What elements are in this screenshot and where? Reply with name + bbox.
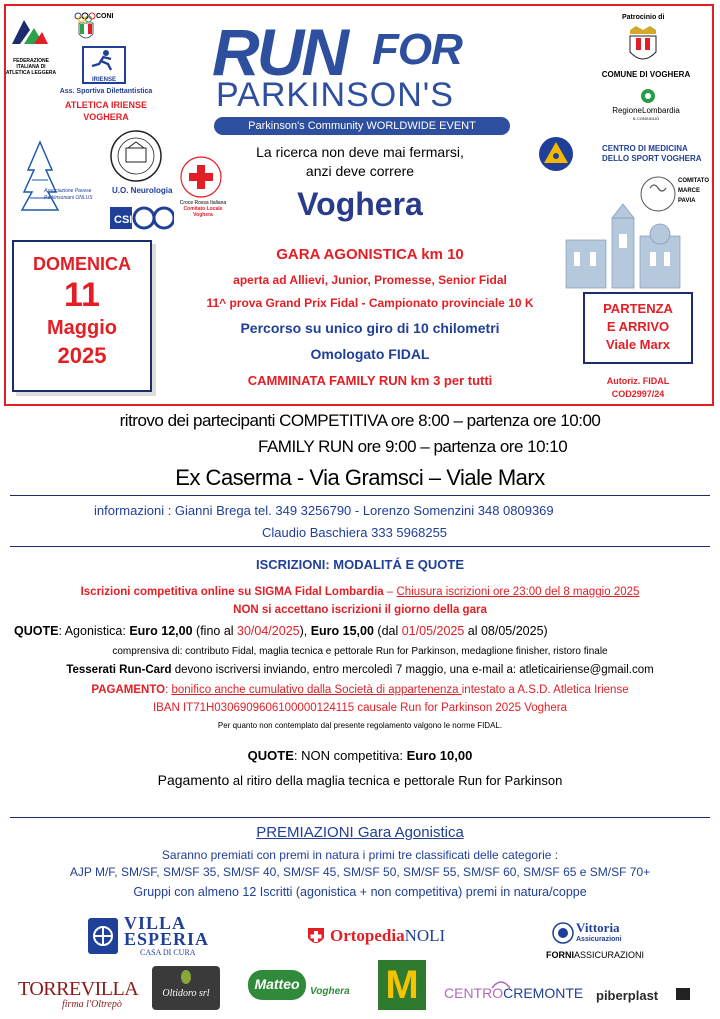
- lombardia-rose-icon: [640, 88, 656, 104]
- piberplast-label: piberplast: [596, 988, 659, 1003]
- mcdonalds-label: M: [385, 963, 419, 1007]
- quote-e: ),: [299, 624, 311, 638]
- premiazioni-title: [0, 824, 720, 841]
- regolamento-line: Per quanto non contemplato dal presente regolamento valgono le norme FIDAL.: [217, 721, 503, 730]
- vittoria-label: Vittoria: [576, 920, 620, 935]
- premiazioni-line-3: Gruppi con almeno 12 Iscritti (agonistica + non competitiva) premi in natura/coppe: [133, 885, 587, 899]
- contacts-line-1: informazioni : Gianni Brega tel. 349 3256790 - Lorenzo Somenzini 348 0809369: [94, 503, 554, 518]
- club-name: ATLETICA IRIENSE: [64, 100, 147, 110]
- iban-line: IBAN IT71H0306909606100000124115 causale Run for Parkinson 2025 Voghera: [152, 702, 568, 714]
- premiazioni-title-b: Gara Agonistica: [353, 824, 464, 841]
- race-line-4: Percorso su unico giro di 10 chilometri: [240, 320, 500, 336]
- quote-date-2: 01/05/2025: [401, 624, 465, 638]
- contacts-line-2: Claudio Baschiera 333 5968255: [262, 525, 448, 540]
- race-line-6: CAMMINATA FAMILY RUN km 3 per tutti: [247, 373, 493, 388]
- villa-esperia-emblem-icon: [86, 916, 120, 956]
- premiazioni-line-1: Saranno premiati con premi in natura i primi tre classificati delle categorie :: [161, 848, 559, 862]
- pagamento-line: [0, 684, 720, 696]
- iriense-logo: [82, 46, 126, 84]
- parkinson-tree-icon: [20, 140, 60, 214]
- pagamento-bonifico: bonifico anche cumulativo dalla Società di appartenenza: [171, 684, 462, 696]
- date-box: [12, 240, 152, 392]
- pagamento-sep: :: [165, 684, 172, 696]
- villa-esperia-2: ESPERIA: [124, 929, 210, 949]
- coni-label: CONI: [96, 13, 114, 20]
- title-for: FOR: [372, 25, 462, 74]
- autoriz-line-1: Autoriz. FIDAL: [606, 376, 670, 386]
- vittoria-sub: Assicurazioni: [576, 936, 622, 943]
- runcard-text: devono iscriversi inviando, entro mercoledì 7 maggio, una e-mail a: atleticairiense@gmail.com: [171, 664, 654, 676]
- race-line-2: aperta ad Allievi, Junior, Promesse, Senior Fidal: [233, 273, 507, 287]
- iscrizioni-title: ISCRIZIONI: MODALITÁ E QUOTE: [256, 557, 464, 572]
- iscrizioni-online-a: Iscrizioni competitiva online su SIGMA Fidal Lombardia: [80, 586, 384, 598]
- runner-icon: [84, 48, 124, 72]
- fidal-logo-icon: [10, 16, 50, 46]
- schedule-line-2: FAMILY RUN ore 9:00 – partenza ore 10:10: [258, 437, 568, 456]
- matteo-voghera: Voghera: [310, 986, 350, 997]
- ortopedia-shield-icon: [306, 926, 326, 948]
- nc-quote-text: : NON competitiva:: [293, 748, 407, 763]
- noli-label: NOLI: [404, 926, 446, 945]
- runcard-line: [0, 664, 720, 676]
- date-day: 11: [64, 276, 100, 314]
- croce-rossa-icon: [180, 156, 222, 198]
- italy-shield-icon: [78, 22, 94, 42]
- tagline-2: anzi deve correre: [305, 163, 415, 179]
- race-line-3: 11^ prova Grand Prix Fidal - Campionato provinciale 10 K: [206, 296, 534, 310]
- nc-quote-label: QUOTE: [247, 748, 294, 763]
- ortopedia-noli: [330, 926, 445, 946]
- partenza-line-2: E ARRIVO: [606, 319, 670, 334]
- fidal-text: FEDERAZIONE ITALIANA DI ATLETICA LEGGERA: [5, 58, 57, 76]
- quote-a: : Agonistica:: [58, 624, 130, 638]
- runcard-label: Tesserati Run-Card: [66, 664, 172, 676]
- pagamento-intestato: intestato a A.S.D. Atletica Iriense: [461, 684, 629, 696]
- quote-date-1: 30/04/2025: [237, 624, 300, 638]
- comprensiva-line: comprensiva di: contributo Fidal, maglia tecnica e pettorale Run for Parkinson, medaglione finisher, ristoro finale: [112, 646, 608, 657]
- partenza-line-3: Viale Marx: [605, 337, 671, 352]
- olive-icon: [178, 968, 194, 986]
- race-line-5: Omologato FIDAL: [310, 346, 430, 362]
- csi-80-logo: [108, 205, 174, 235]
- matteo-badge: [248, 970, 306, 1000]
- olympic-rings-icon: [74, 12, 96, 22]
- quote-label: QUOTE: [14, 624, 59, 638]
- autoriz-line-2: COD2997/24: [611, 389, 665, 399]
- voghera-coat-of-arms-icon: [624, 24, 662, 66]
- club-city: VOGHERA: [83, 112, 129, 122]
- partenza-box: [583, 292, 693, 364]
- csi-80-icon: [108, 205, 174, 235]
- oltidoro-logo: [152, 966, 220, 1010]
- city-title: Voghera: [297, 186, 423, 222]
- non-competitiva-line: [0, 748, 720, 763]
- regione-sub: IL CONSIGLIO: [632, 116, 660, 121]
- quote-g: (dal: [373, 624, 402, 638]
- quote-line: [14, 624, 714, 638]
- oltidoro-label: Oltidoro srl: [162, 988, 210, 999]
- premiazioni-title-a: PREMIAZIONI: [256, 824, 354, 841]
- centro-cremonte-swoosh-icon: [490, 976, 512, 990]
- ritiro-text: al ritiro della maglia tecnica e pettorale Run for Parkinson: [229, 773, 563, 788]
- tagline-1: La ricerca non deve mai fermarsi,: [256, 144, 464, 160]
- croce-rossa-3: Voghera: [193, 212, 213, 218]
- nc-quote-price: Euro 10,00: [406, 748, 473, 763]
- patrocinio-label: Patrocinio di: [622, 14, 665, 21]
- quote-price-2: Euro 15,00: [310, 624, 374, 638]
- cremonte-label: CREMONTE: [503, 985, 584, 1001]
- title-parkinsons: PARKINSON'S: [216, 76, 454, 114]
- iriense-logo-text: IRIENSE: [91, 77, 116, 83]
- quote-price-1: Euro 12,00: [129, 624, 193, 638]
- centro-medicina-2: DELLO SPORT VOGHERA: [602, 154, 702, 163]
- ritiro-label: Pagamento: [157, 772, 230, 788]
- villa-esperia-1: VILLA: [124, 913, 187, 933]
- forni-label: FORNI: [546, 950, 574, 960]
- schedule-location: Ex Caserma - Via Gramsci – Viale Marx: [175, 465, 545, 490]
- race-line-1: GARA AGONISTICA km 10: [276, 246, 464, 263]
- date-year: 2025: [57, 343, 107, 368]
- pagamento-label: PAGAMENTO: [91, 684, 166, 696]
- divider-1: [10, 495, 710, 496]
- regione-label: RegioneLombardia: [612, 106, 680, 115]
- piberplast-mark-icon: [676, 988, 690, 1000]
- comune-label: COMUNE DI VOGHERA: [601, 70, 691, 79]
- forni-assicurazioni: [546, 950, 644, 960]
- date-day-name: DOMENICA: [33, 254, 131, 274]
- centro-cremonte: [444, 985, 583, 1001]
- assoc-parkinson-1: Associazione Pavese: [44, 188, 92, 194]
- title-run: RUN: [212, 15, 346, 89]
- date-month: Maggio: [47, 317, 117, 339]
- mcdonalds-logo: [378, 960, 426, 1010]
- comitato-1: COMITATO: [678, 178, 709, 184]
- comitato-3: PAVIA: [678, 198, 696, 204]
- torrevilla-sub: firma l'Oltrepò: [62, 999, 122, 1010]
- quote-c: (fino al: [192, 624, 238, 638]
- premiazioni-line-2: AJP M/F, SM/SF, SM/SF 35, SM/SF 40, SM/SF 45, SM/SF 50, SM/SF 55, SM/SF 60, SM/SF 65 e SM/SF 70+: [69, 865, 651, 879]
- quote-i: al 08/05/2025): [464, 624, 548, 638]
- forni-sub: ASSICURAZIONI: [574, 950, 645, 960]
- ritiro-line: [0, 772, 720, 788]
- iscrizioni-no-day: NON si accettano iscrizioni il giorno della gara: [233, 604, 487, 616]
- centro-label: CENTRO: [444, 985, 504, 1001]
- neurologia-label: U.O. Neurologia: [112, 186, 173, 195]
- centro-medicina-1: CENTRO DI MEDICINA: [602, 144, 688, 153]
- club-type: Ass. Sportiva Dilettantistica: [59, 88, 153, 95]
- croce-rossa-1: Croce Rossa Italiana: [179, 200, 227, 206]
- matteo-label: Matteo: [254, 976, 300, 992]
- comitato-2: MARCE: [678, 188, 700, 194]
- torrevilla-label: TORREVILLA: [18, 978, 139, 1000]
- ortopedia-label: Ortopedia: [330, 926, 405, 945]
- neurologia-seal-icon: [110, 130, 162, 182]
- assoc-parkinson-2: Parkinsoniani ONLUS: [44, 195, 93, 201]
- iscrizioni-online-b: –: [383, 586, 397, 598]
- iscrizioni-deadline: Chiusura iscrizioni ore 23:00 del 8 maggio 2025: [396, 586, 640, 598]
- protezione-civile-icon: [538, 136, 574, 172]
- iscrizioni-online: [0, 586, 720, 598]
- villa-esperia-3: CASA DI CURA: [140, 948, 196, 957]
- croce-rossa-2: Comitato Locale: [183, 206, 223, 212]
- title-banner: Parkinson's Community WORLDWIDE EVENT: [214, 117, 510, 135]
- divider-3: [10, 817, 710, 818]
- divider-2: [10, 546, 710, 547]
- svg-text:CSI: CSI: [114, 214, 133, 226]
- vittoria-emblem-icon: [552, 922, 574, 944]
- partenza-line-1: PARTENZA: [603, 301, 673, 316]
- schedule-line-1: ritrovo dei partecipanti COMPETITIVA ore 8:00 – partenza ore 10:00: [119, 411, 601, 430]
